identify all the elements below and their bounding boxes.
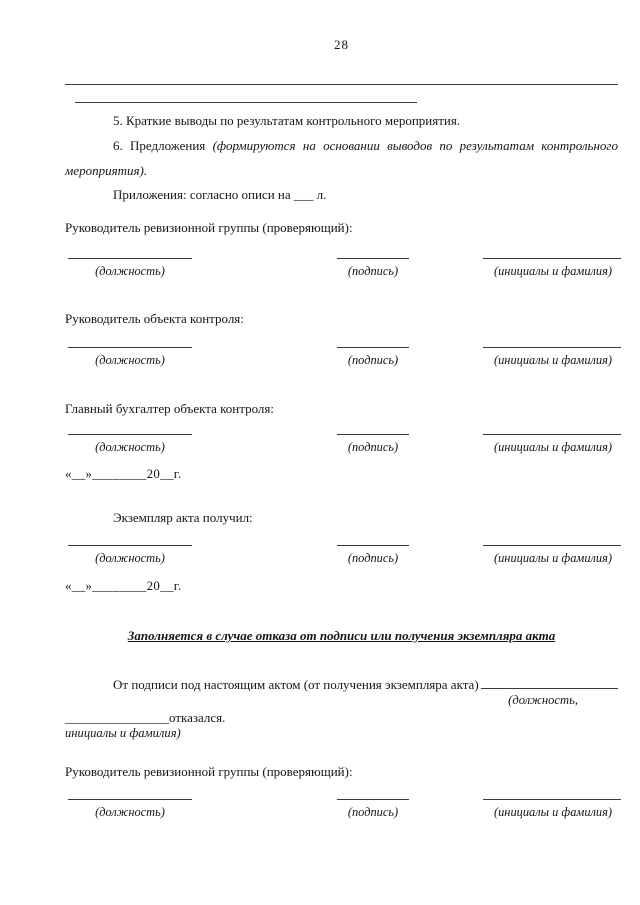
signature-row-revision-head-2 — [65, 799, 623, 841]
position-blank-line — [68, 347, 192, 348]
initials-blank-line — [483, 545, 621, 546]
item6-note-line1: (формируются на основании выводов по результатам контрольного — [212, 138, 618, 153]
position-label: (должность) — [95, 805, 165, 819]
signature-column — [323, 434, 423, 455]
signature-blank-line — [337, 258, 409, 259]
initials-blank-line — [483, 434, 621, 435]
annotation-position: (должность, — [508, 693, 578, 707]
signature-column — [323, 799, 423, 820]
initials-column — [483, 434, 623, 455]
annotation-initials: инициалы и фамилия) — [65, 726, 181, 740]
initials-label: (инициалы и фамилия) — [493, 353, 612, 367]
refusal-section-heading: Заполняется в случае отказа от подписи или получения экземпляра акта — [127, 628, 556, 643]
section-title-revision-head-2: Руководитель ревизионной группы (проверяющий): — [65, 764, 353, 779]
item6-note-line2: мероприятия). — [65, 163, 148, 178]
initials-column — [483, 545, 623, 566]
signature-column — [323, 545, 423, 566]
position-blank-line — [68, 434, 192, 435]
signature-label: (подпись) — [347, 805, 399, 819]
date-line-2: «__»________20__г. — [65, 578, 182, 593]
position-column — [65, 545, 195, 566]
signature-blank-line — [337, 545, 409, 546]
refusal-refused-word: отказался. — [169, 710, 226, 725]
position-column — [65, 799, 195, 820]
initials-blank-line — [483, 258, 621, 259]
initials-column — [483, 347, 623, 368]
refusal-blank-underscores: ________________ — [65, 710, 169, 725]
item6-prefix: 6. Предложения — [113, 138, 213, 153]
signature-blank-line — [337, 434, 409, 435]
refusal-sentence-line — [65, 672, 618, 693]
signature-blank-line — [337, 799, 409, 800]
refusal-sentence: От подписи под настоящим актом (от получения экземпляра акта) — [113, 677, 479, 692]
position-blank-line — [68, 258, 192, 259]
position-label: (должность) — [95, 440, 165, 454]
signature-label: (подпись) — [347, 551, 399, 565]
paragraph-item5-conclusions: 5. Краткие выводы по результатам контрольного мероприятия. — [113, 113, 461, 128]
paragraph-item6-proposals — [65, 133, 618, 183]
section-title-object-head: Руководитель объекта контроля: — [65, 311, 244, 326]
section-title-revision-head-1: Руководитель ревизионной группы (проверяющий): — [65, 220, 353, 235]
date-line-1: «__»________20__г. — [65, 466, 182, 481]
position-column — [65, 434, 195, 455]
section-title-copy-received: Экземпляр акта получил: — [113, 510, 253, 525]
paragraph-item6-line1 — [65, 133, 618, 158]
position-label: (должность) — [95, 353, 165, 367]
signature-column — [323, 258, 423, 279]
section-title-chief-accountant: Главный бухгалтер объекта контроля: — [65, 401, 275, 416]
paragraph-attachments: Приложения: согласно описи на ___ л. — [113, 187, 327, 202]
signature-column — [323, 347, 423, 368]
signature-blank-line — [337, 347, 409, 348]
initials-label: (инициалы и фамилия) — [493, 551, 612, 565]
position-column — [65, 258, 195, 279]
initials-blank-line — [483, 347, 621, 348]
initials-label: (инициалы и фамилия) — [493, 805, 612, 819]
position-blank-line — [68, 545, 192, 546]
position-column — [65, 347, 195, 368]
initials-blank-line — [483, 799, 621, 800]
signature-row-object-head — [65, 347, 623, 389]
signature-label: (подпись) — [347, 440, 399, 454]
initials-label: (инициалы и фамилия) — [493, 440, 612, 454]
position-label: (должность) — [95, 551, 165, 565]
position-label: (должность) — [95, 264, 165, 278]
signature-label: (подпись) — [347, 353, 399, 367]
initials-column — [483, 258, 623, 279]
initials-label: (инициалы и фамилия) — [493, 264, 612, 278]
position-blank-line — [68, 799, 192, 800]
blank-fill-line-top-2 — [75, 102, 417, 103]
refusal-continuation-line — [65, 710, 618, 726]
refusal-blank-fill-line — [481, 672, 618, 689]
page-number: 28 — [334, 37, 349, 52]
initials-column — [483, 799, 623, 820]
signature-row-revision-head-1 — [65, 258, 623, 300]
signature-label: (подпись) — [347, 264, 399, 278]
blank-fill-line-top-1 — [65, 84, 618, 85]
